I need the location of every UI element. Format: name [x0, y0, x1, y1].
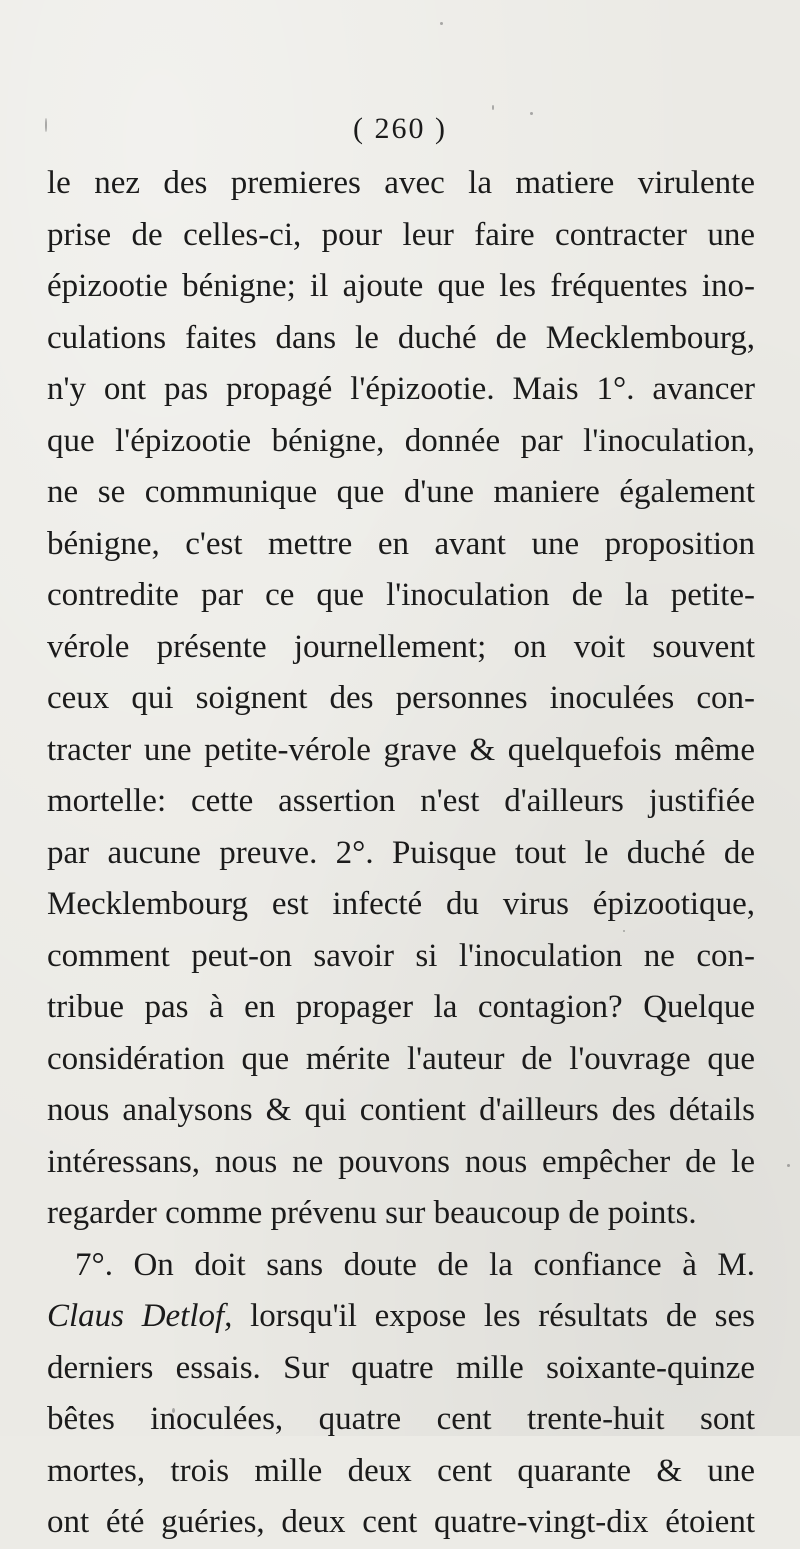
text-line: n'y ont pas propagé l'épizootie. Mais 1°. avancer [47, 371, 755, 407]
text-line: prise de celles-ci, pour leur faire contracter une [47, 216, 755, 253]
text-line: ceux qui soignent des personnes inoculées con- [47, 680, 755, 716]
text-span: lorsqu'il expose les résultats de ses [232, 1298, 755, 1334]
text-line-with-name [47, 1291, 755, 1343]
text-line: nous analysons & qui contient d'ailleurs des détails [47, 1092, 755, 1128]
page-number: ( 260 ) [353, 112, 447, 145]
text-line: culations faites dans le duché de Mecklembourg, [47, 319, 755, 356]
text-line: considération que mérite l'auteur de l'ouvrage que [47, 1040, 755, 1077]
person-name: Claus Detlof, [47, 1298, 233, 1334]
text-line: ne se communique que d'une maniere également [47, 474, 755, 510]
body-text [47, 158, 755, 1549]
text-line: Mecklembourg est infecté du virus épizootique, [47, 886, 755, 922]
text-line: mortelle: cette assertion n'est d'ailleurs justifiée [47, 783, 755, 819]
text-line: par aucune preuve. 2°. Puisque tout le duché de [47, 834, 755, 871]
text-line: bénigne, c'est mettre en avant une proposition [47, 525, 755, 562]
text-line: intéressans, nous ne pouvons nous empêcher de le [47, 1143, 755, 1180]
text-line: derniers essais. Sur quatre mille soixante-quinze [47, 1349, 755, 1386]
text-line: tracter une petite-vérole grave & quelquefois même [47, 731, 755, 768]
text-line: que l'épizootie bénigne, donnée par l'inoculation, [47, 422, 755, 459]
text-line: mortes, trois mille deux cent quarante & une [47, 1452, 755, 1489]
text-line: ont été guéries, deux cent quatre-vingt-dix étoient [47, 1504, 755, 1540]
text-line: le nez des premieres avec la matiere virulente [47, 165, 755, 201]
paragraph-end-line: regarder comme prévenu sur beaucoup de points. [47, 1195, 697, 1231]
text-line: tribue pas à en propager la contagion? Quelque [47, 989, 755, 1025]
paragraph-start-line: 7°. On doit sans doute de la confiance à M. [75, 1246, 755, 1283]
text-line: épizootie bénigne; il ajoute que les fréquentes ino- [47, 268, 755, 304]
text-line: vérole présente journellement; on voit souvent [47, 628, 755, 665]
text-line: comment peut-on savoir si l'inoculation ne con- [47, 937, 755, 974]
text-line: bêtes inoculées, quatre cent trente-huit sont [47, 1401, 755, 1437]
text-line: contredite par ce que l'inoculation de la petite- [47, 577, 755, 613]
